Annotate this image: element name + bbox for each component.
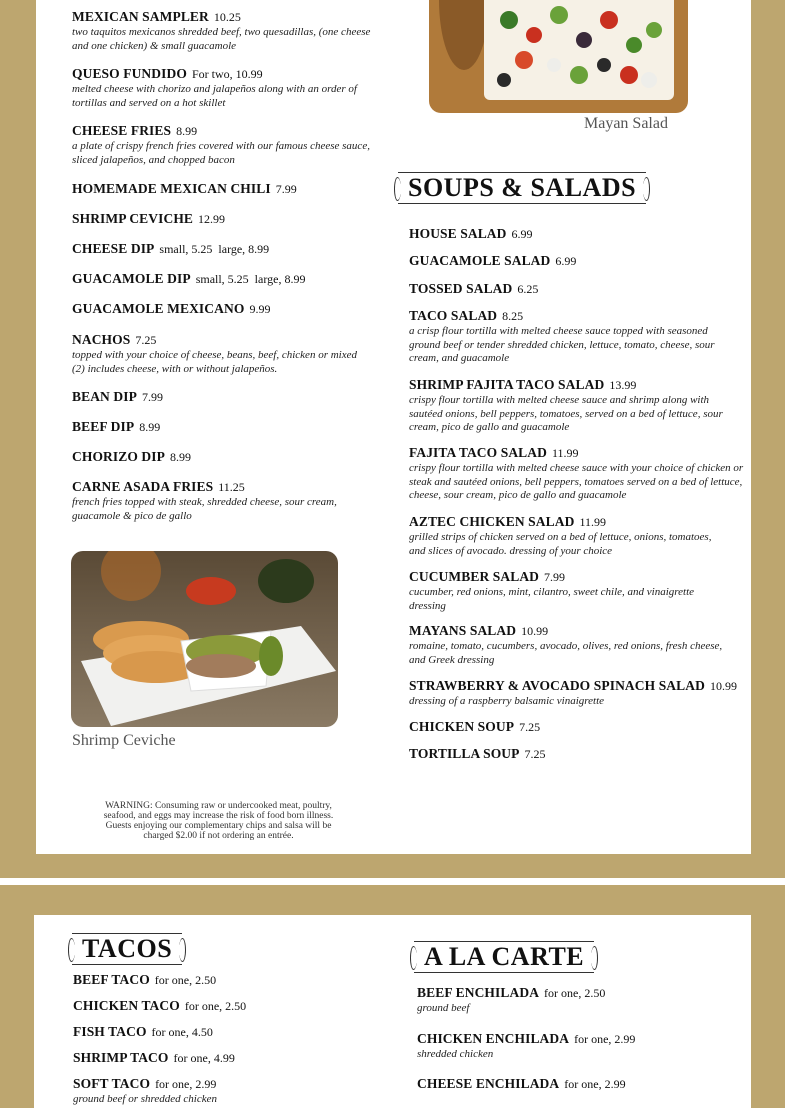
- menu-item-shrimp-ceviche: SHRIMP CEVICHE 12.99: [72, 211, 226, 226]
- shrimp-ceviche-caption: Shrimp Ceviche: [72, 732, 176, 749]
- menu-item-strawberry-avocado-spinach-salad: STRAWBERRY & AVOCADO SPINACH SALAD 10.99 dressing of a raspberry balsamic vinaigrette: [409, 678, 737, 707]
- mayan-salad-caption: Mayan Salad: [584, 115, 668, 132]
- menu-item-cheese-fries: CHEESE FRIES 8.99 a plate of crispy french fries covered with our famous cheese sauce, sliced jalapeños, and chopped bacon: [72, 123, 370, 166]
- tacos-title: TACOS: [72, 933, 182, 965]
- soups-salads-title: SOUPS & SALADS: [398, 172, 646, 204]
- menu-item-chorizo-dip: CHORIZO DIP 8.99: [72, 449, 191, 464]
- menu-item-mexican-chili: HOMEMADE MEXICAN CHILI 7.99: [72, 181, 297, 196]
- menu-item-cucumber-salad: CUCUMBER SALAD 7.99 cucumber, red onions, mint, cilantro, sweet chile, and vinaigrette dressing: [409, 569, 695, 612]
- menu-item-fajita-taco-salad: FAJITA TACO SALAD 11.99 crispy flour tortilla with melted cheese sauce with your choice of chicken or steak and sautéed onions, bell peppers, tomatoes served on a bed of lettuce, cheese, sour cream, pico de gallo and guacamole: [409, 445, 744, 501]
- menu-item-beef-taco: BEEF TACO for one, 2.50: [73, 972, 217, 987]
- page-divider: [0, 878, 785, 885]
- menu-item-soft-taco: SOFT TACO for one, 2.99 ground beef or shredded chicken: [73, 1076, 217, 1105]
- menu-item-mayans-salad: MAYANS SALAD 10.99 romaine, tomato, cucumbers, avocado, olives, red onions, fresh cheese, and Greek dressing: [409, 623, 723, 666]
- menu-item-shrimp-taco: SHRIMP TACO for one, 4.99: [73, 1050, 235, 1065]
- mayan-salad-photo: [429, 0, 688, 113]
- menu-item-house-salad: HOUSE SALAD 6.99: [409, 226, 533, 241]
- menu-item-chicken-enchilada: CHICKEN ENCHILADA for one, 2.99 shredded chicken: [417, 1031, 636, 1060]
- menu-item-shrimp-fajita-taco-salad: SHRIMP FAJITA TACO SALAD 13.99 crispy flour tortilla with melted cheese sauce and shrimp along with sautéed onions, bell peppers, tomatoes, served on a bed of lettuce, sour cream, pico de gallo and guacamole: [409, 377, 723, 433]
- menu-item-tossed-salad: TOSSED SALAD 6.25: [409, 281, 539, 296]
- menu-page-1: [36, 0, 751, 854]
- menu-item-fish-taco: FISH TACO for one, 4.50: [73, 1024, 213, 1039]
- menu-item-queso-fundido: QUESO FUNDIDO For two, 10.99 melted cheese with chorizo and jalapeños along with an order of tortillas and served on a hot skillet: [72, 66, 357, 109]
- menu-item-carne-asada-fries: CARNE ASADA FRIES 11.25 french fries topped with steak, shredded cheese, sour cream, guacamole & pico de gallo: [72, 479, 337, 522]
- menu-page-2: [34, 915, 751, 1108]
- menu-item-tortilla-soup: TORTILLA SOUP 7.25: [409, 746, 546, 761]
- menu-item-taco-salad: TACO SALAD 8.25 a crisp flour tortilla with melted cheese sauce topped with seasoned ground beef or tender shredded chicken, lettuce, tomato, cheese, sour cream, and guacamole: [409, 308, 715, 364]
- menu-item-guacamole-dip: GUACAMOLE DIP small, 5.25 large, 8.99: [72, 271, 306, 286]
- menu-item-guacamole-salad: GUACAMOLE SALAD 6.99: [409, 253, 577, 268]
- menu-item-cheese-dip: CHEESE DIP small, 5.25 large, 8.99: [72, 241, 270, 256]
- menu-item-beef-dip: BEEF DIP 8.99: [72, 419, 161, 434]
- menu-item-chicken-taco: CHICKEN TACO for one, 2.50: [73, 998, 247, 1013]
- menu-item-aztec-chicken-salad: AZTEC CHICKEN SALAD 11.99 grilled strips of chicken served on a bed of lettuce, onions, tomatoes, and slices of avocado. dressing of your choice: [409, 514, 712, 557]
- shrimp-ceviche-photo: [71, 551, 338, 727]
- menu-item-guacamole-mexicano: GUACAMOLE MEXICANO 9.99: [72, 301, 271, 316]
- menu-item-chicken-soup: CHICKEN SOUP 7.25: [409, 719, 541, 734]
- menu-item-mexican-sampler: MEXICAN SAMPLER 10.25 two taquitos mexicanos shredded beef, two quesadillas, (one cheese and one chicken) & small guacamole: [72, 9, 371, 52]
- a-la-carte-title: A LA CARTE: [414, 941, 594, 973]
- menu-item-bean-dip: BEAN DIP 7.99: [72, 389, 163, 404]
- food-safety-warning: WARNING: Consuming raw or undercooked meat, poultry, seafood, and eggs may increase the risk of food born illness. Guests enjoying our complementary chips and salsa will be charged $2.00 if not ordering an entrée.: [103, 801, 334, 841]
- menu-item-beef-enchilada: BEEF ENCHILADA for one, 2.50 ground beef: [417, 985, 606, 1014]
- menu-item-cheese-enchilada: CHEESE ENCHILADA for one, 2.99: [417, 1076, 626, 1091]
- menu-item-nachos: NACHOS 7.25 topped with your choice of cheese, beans, beef, chicken or mixed (2) includes cheese, with or without jalapeños.: [72, 332, 357, 375]
